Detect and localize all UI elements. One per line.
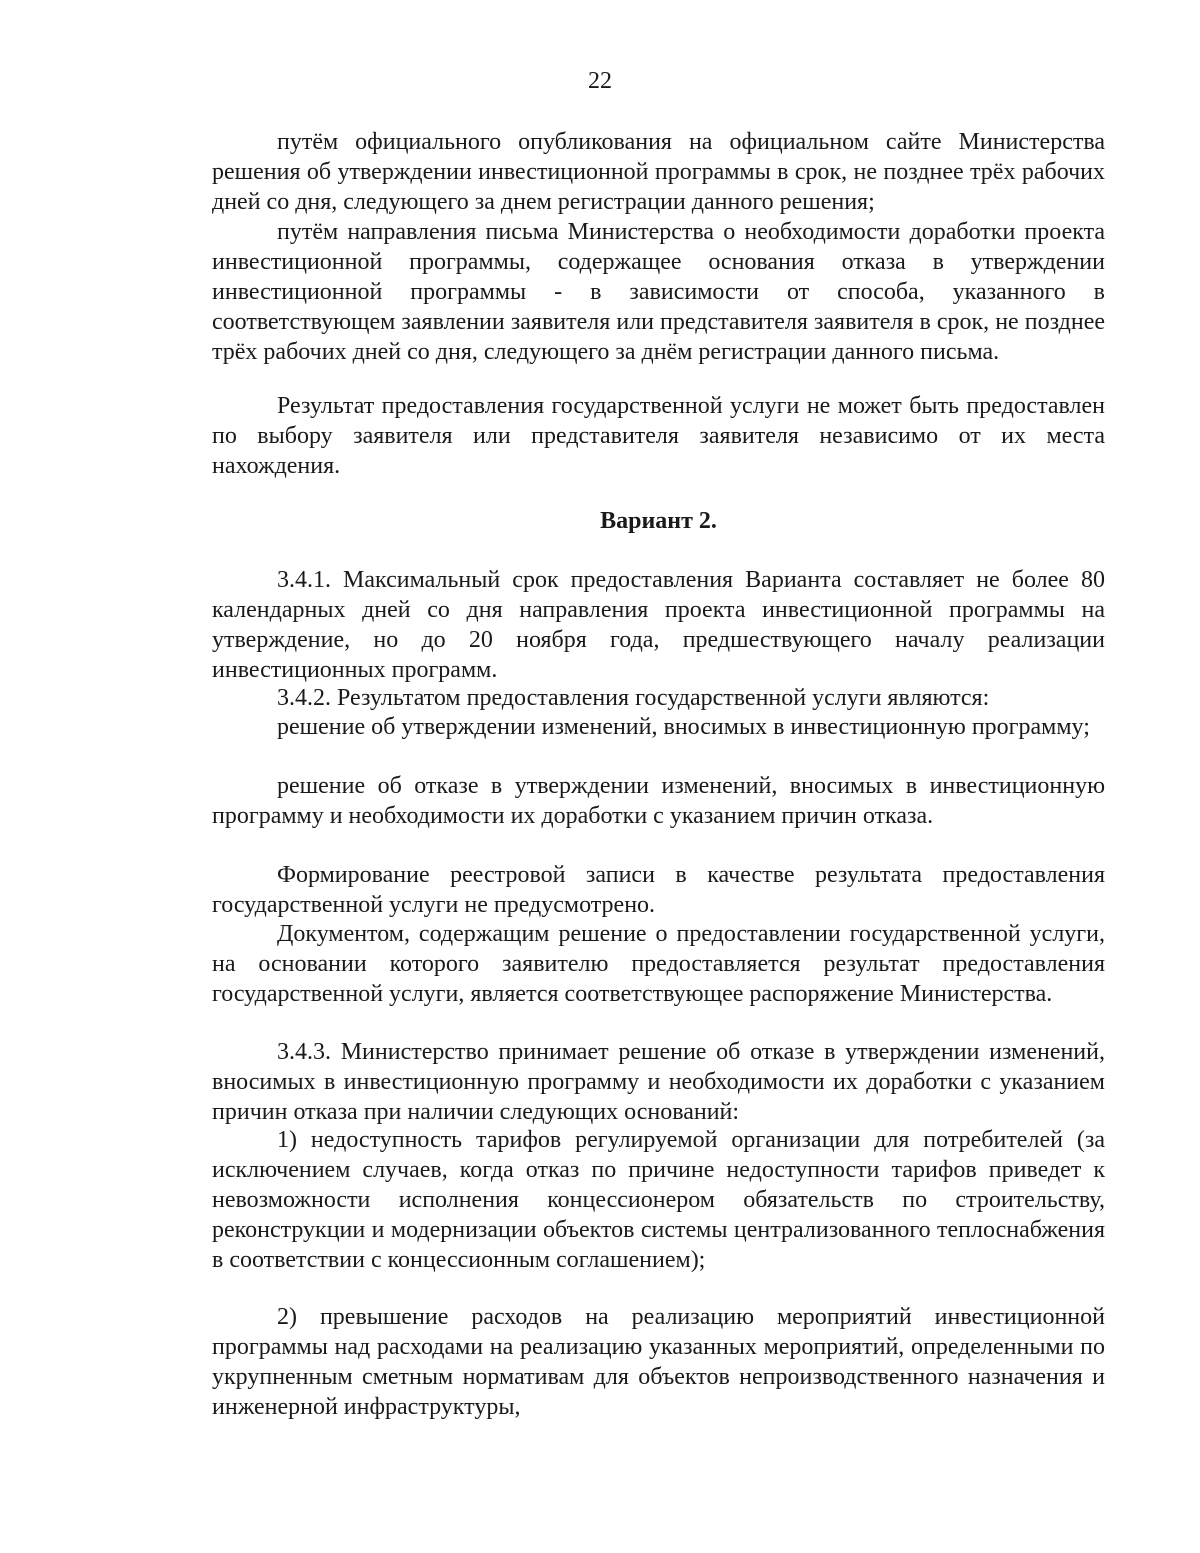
paragraph-8: Формирование реестровой записи в качестве результата предоставления государственной услуги не предусмотрено. — [212, 862, 1105, 918]
paragraph-10: 3.4.3. Министерство принимает решение об отказе в утверждении изменений, вносимых в инвестиционную программу и необходимости их доработки с указанием причин отказа при наличии следующих оснований: — [212, 1039, 1105, 1125]
paragraph-3: Результат предоставления государственной услуги не может быть предоставлен по выбору заявителя или представителя заявителя независимо от их места нахождения. — [212, 393, 1105, 479]
paragraph-9: Документом, содержащим решение о предоставлении государственной услуги, на основании которого заявителю предоставляется результат предоставления государственной услуги, является соответствующее распоряжение Министерства. — [212, 921, 1105, 1007]
paragraph-5: 3.4.2. Результатом предоставления государственной услуги являются: — [277, 685, 990, 711]
paragraph-7: решение об отказе в утверждении изменений, вносимых в инвестиционную программу и необходимости их доработки с указанием причин отказа. — [212, 773, 1105, 829]
paragraph-12: 2) превышение расходов на реализацию мероприятий инвестиционной программы над расходами на реализацию указанных мероприятий, определенными по укрупненным сметным нормативам для объектов непроизводственного назначения и инженерной инфраструктуры, — [212, 1304, 1105, 1420]
section-heading: Вариант 2. — [600, 508, 717, 534]
paragraph-4: 3.4.1. Максимальный срок предоставления Варианта составляет не более 80 календарных дней со дня направления проекта инвестиционной программы на утверждение, но до 20 ноября года, предшествующего началу реализации инвестиционных программ. — [212, 567, 1105, 683]
paragraph-1: путём официального опубликования на официальном сайте Министерства решения об утверждении инвестиционной программы в срок, не позднее трёх рабочих дней со дня, следующего за днем регистрации данного решения; — [212, 129, 1105, 215]
paragraph-11: 1) недоступность тарифов регулируемой организации для потребителей (за исключением случаев, когда отказ по причине недоступности тарифов приведет к невозможности исполнения концессионером обязательств по строительству, реконструкции и модернизации объектов системы централизованного теплоснабжения в соответствии с концессионным соглашением); — [212, 1127, 1105, 1273]
page-number: 22 — [588, 68, 612, 94]
paragraph-6: решение об утверждении изменений, вносимых в инвестиционную программу; — [277, 714, 1090, 740]
paragraph-2: путём направления письма Министерства о необходимости доработки проекта инвестиционной программы, содержащее основания отказа в утверждении инвестиционной программы - в зависимости от способа, указанного в соответствующем заявлении заявителя или представителя заявителя в срок, не позднее трёх рабочих дней со дня, следующего за днём регистрации данного письма. — [212, 219, 1105, 365]
